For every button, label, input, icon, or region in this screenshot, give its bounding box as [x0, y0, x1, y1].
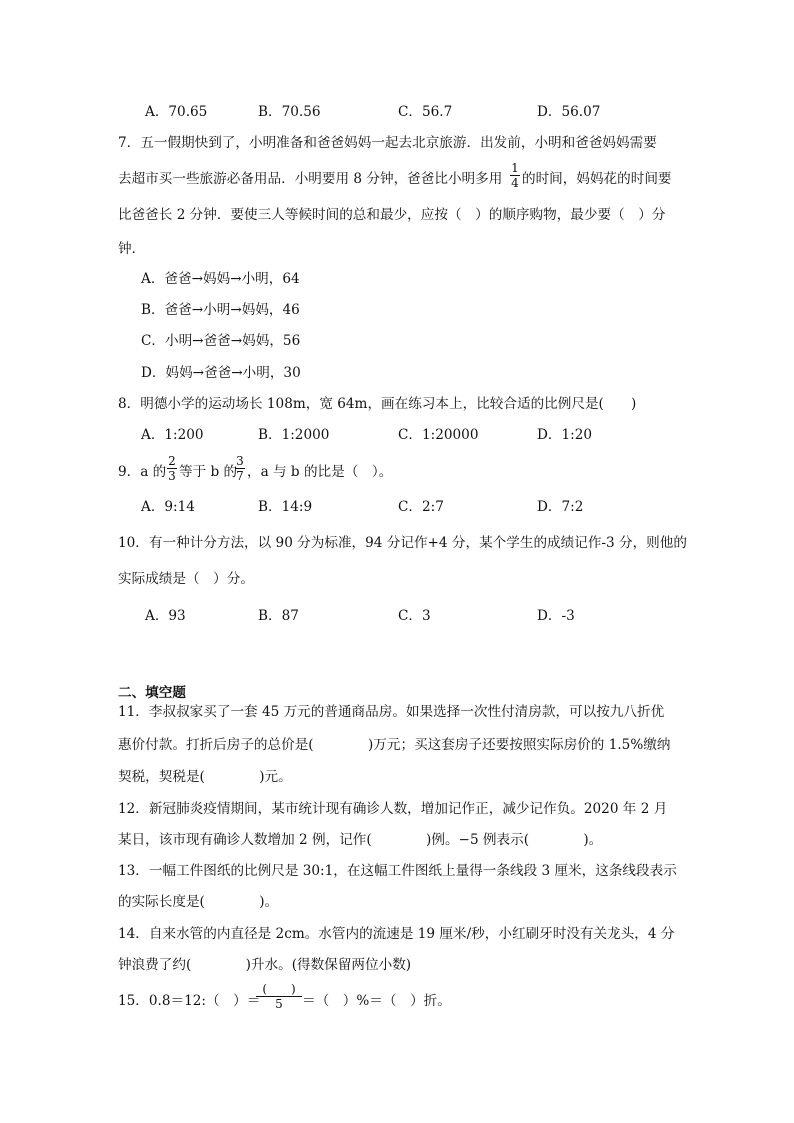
q15-fraction-denominator: 5	[275, 997, 283, 1011]
q7-option-a: A．爸爸→妈妈→小明，64	[141, 271, 300, 287]
q9-part-3: ，a 与 b 的比是（ ）。	[247, 464, 393, 480]
section-title-fill-in: 二、填空题	[118, 685, 186, 701]
q7-line-4: 钟．	[118, 241, 146, 257]
q14-line-2: 钟浪费了约( )升水。(得数保留两位小数)	[118, 957, 412, 973]
q10-line-1: 10．有一种计分方法，以 90 分为标准，94 分记作+4 分，某个学生的成绩记作-3 分，则他的	[118, 535, 687, 551]
q7-line-2a: 去超市买一些旅游必备用品．小明要用 8 分钟，爸爸比小明多用	[118, 171, 503, 187]
q15-fraction-numerator: ( )	[262, 982, 296, 996]
q9-part-1: 9．a 的	[118, 464, 167, 480]
q13-line-2: 的实际长度是( )。	[118, 894, 279, 910]
q9-fraction-2-denominator: 7	[236, 469, 244, 483]
q6-option-a: A．70.65	[145, 104, 208, 120]
q9-fraction-1	[167, 455, 177, 482]
q7-fraction	[510, 162, 520, 189]
q10-option-a: A．93	[145, 608, 186, 624]
q11-line-1: 11．李叔叔家买了一套 45 万元的普通商品房。如果选择一次性付清房款，可以按九八折优	[118, 704, 665, 720]
q9-part-2: 等于 b 的	[179, 464, 238, 480]
q14-line-1: 14．自来水管的内直径是 2cm。水管内的流速是 19 厘米/秒，小红刷牙时没有关龙头，4 分	[118, 926, 675, 942]
q7-line-3: 比爸爸长 2 分钟．要使三人等候时间的总和最少，应按（ ）的顺序购物，最少要（ ）分	[118, 207, 666, 223]
q6-option-d: D．56.07	[537, 104, 601, 120]
q9-option-c: C．2:7	[398, 499, 444, 515]
q8-option-d: D．1:20	[537, 427, 593, 443]
q6-option-b: B．70.56	[258, 104, 321, 120]
q10-option-c: C．3	[398, 608, 431, 624]
q9-fraction-1-denominator: 3	[168, 469, 176, 483]
q13-line-1: 13．一幅工件图纸的比例尺是 30:1，在这幅工件图纸上量得一条线段 3 厘米，这条线段表示	[118, 863, 677, 879]
q9-option-a: A．9:14	[141, 499, 195, 515]
q10-line-2: 实际成绩是（ ）分。	[118, 571, 254, 587]
q9-fraction-2-numerator: 3	[236, 454, 244, 468]
q7-line-2b: 的时间，妈妈花的时间要	[522, 171, 672, 187]
q8-option-a: A．1:200	[141, 427, 204, 443]
q15-part-1: 15．0.8＝12:（ ）＝	[118, 993, 261, 1009]
q8-option-b: B．1:2000	[258, 427, 330, 443]
q8-line-1: 8．明德小学的运动场长 108m，宽 64m，画在练习本上，比较合适的比例尺是( )	[118, 396, 637, 412]
q7-fraction-numerator: 1	[511, 161, 519, 175]
q12-line-2: 某日，该市现有确诊人数增加 2 例，记作( )例。−5 例表示( )。	[118, 832, 603, 848]
q9-fraction-2	[235, 455, 245, 482]
q12-line-1: 12．新冠肺炎疫情期间，某市统计现有确诊人数，增加记作正，减少记作负。2020 年 2 月	[118, 801, 668, 817]
q10-option-d: D．-3	[537, 608, 575, 624]
q6-option-c: C．56.7	[398, 104, 453, 120]
q9-fraction-1-numerator: 2	[168, 454, 176, 468]
q15-part-2: ＝（ ）%＝（ ）折。	[302, 993, 451, 1009]
q11-line-3: 契税，契税是( )元。	[118, 769, 292, 785]
q7-option-b: B．爸爸→小明→妈妈，46	[141, 302, 300, 318]
q8-option-c: C．1:20000	[398, 427, 479, 443]
q7-option-d: D．妈妈→爸爸→小明，30	[141, 365, 301, 381]
q9-option-d: D．7:2	[537, 499, 584, 515]
q7-line-1: 7．五一假期快到了，小明准备和爸爸妈妈一起去北京旅游．出发前，小明和爸爸妈妈需要	[118, 135, 657, 151]
q9-option-b: B．14:9	[258, 499, 313, 515]
q7-option-c: C．小明→爸爸→妈妈，56	[141, 333, 301, 349]
q7-fraction-denominator: 4	[511, 176, 519, 190]
q11-line-2: 惠价付款。打折后房子的总价是( )万元；买这套房子还要按照实际房价的 1.5%缴纳	[118, 737, 671, 753]
q10-option-b: B．87	[258, 608, 299, 624]
q15-fraction	[256, 983, 302, 1010]
